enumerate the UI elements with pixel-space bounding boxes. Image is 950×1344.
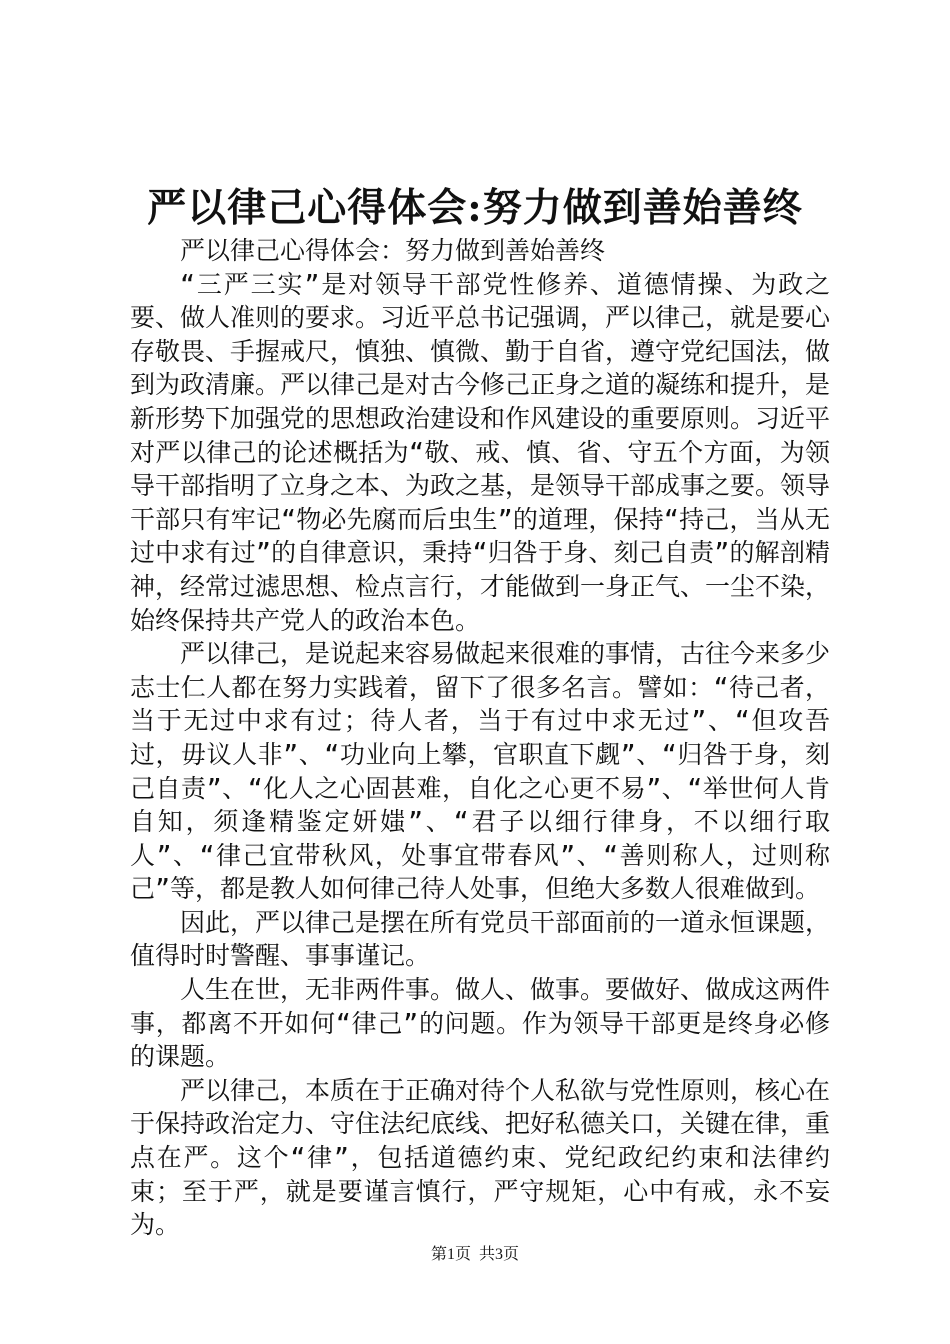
document-body — [130, 234, 830, 1242]
paragraph-3: 因此，严以律己是摆在所有党员干部面前的一道永恒课题，值得时时警醒、事事谨记。 — [130, 907, 831, 971]
page-footer — [0, 1243, 950, 1267]
paragraph-5: 严以律己，本质在于正确对待个人私欲与党性原则，核心在于保持政治定力、守住法纪底线、把好私德关口，关键在律，重点在严。这个“律”，包括道德约束、党纪政纪约束和法律约束；至于严，就是要谨言慎行，严守规矩，心中有戒，永不妄为。 — [130, 1075, 831, 1240]
page-number: 第1页 — [430, 1246, 471, 1263]
paragraph-1: “三严三实”是对领导干部党性修养、道德情操、为政之要、做人准则的要求。习近平总书记强调，严以律己，就是要心存敬畏、手握戒尺，慎独、慎微、勤于自省，遵守党纪国法，做到为政清廉。严以律己是对古今修己正身之道的凝练和提升，是新形势下加强党的思想政治建设和作风建设的重要原则。习近平对严以律己的论述概括为“敬、戒、慎、省、守五个方面，为领导干部指明了立身之本、为政之基，是领导干部成事之要。领导干部只有牢记“物必先腐而后虫生”的道理，保持“持己，当从无过中求有过”的自律意识，秉持“归咎于身、刻己自责”的解剖精神，经常过滤思想、检点言行，才能做到一身正气、一尘不染，始终保持共产党人的政治本色。 — [130, 269, 831, 635]
paragraph-subtitle: 严以律己心得体会：努力做到善始善终 — [180, 236, 606, 265]
paragraph-2: 严以律己，是说起来容易做起来很难的事情，古往今来多少志士仁人都在努力实践着，留下了很多名言。譬如：“待己者，当于无过中求有过；待人者，当于有过中求无过”、“但攻吾过，毋议人非”、“功业向上攀，官职直下觑”、“归咎于身，刻己自责”、“化人之心固甚难，自化之心更不易”、“举世何人肯自知，须逢精鉴定妍媸”、“君子以细行律身，不以细行取人”、“律己宜带秋风，处事宜带春风”、“善则称人，过则称己”等，都是教人如何律己待人处事，但绝大多数人很难做到。 — [130, 639, 831, 904]
page-total: 共3页 — [479, 1246, 520, 1263]
paragraph-4: 人生在世，无非两件事。做人、做事。要做好、做成这两件事，都离不开如何“律己”的问题。作为领导干部更是终身必修的课题。 — [130, 975, 831, 1072]
document-title: 严以律己心得体会:努力做到善始善终 — [147, 185, 803, 231]
